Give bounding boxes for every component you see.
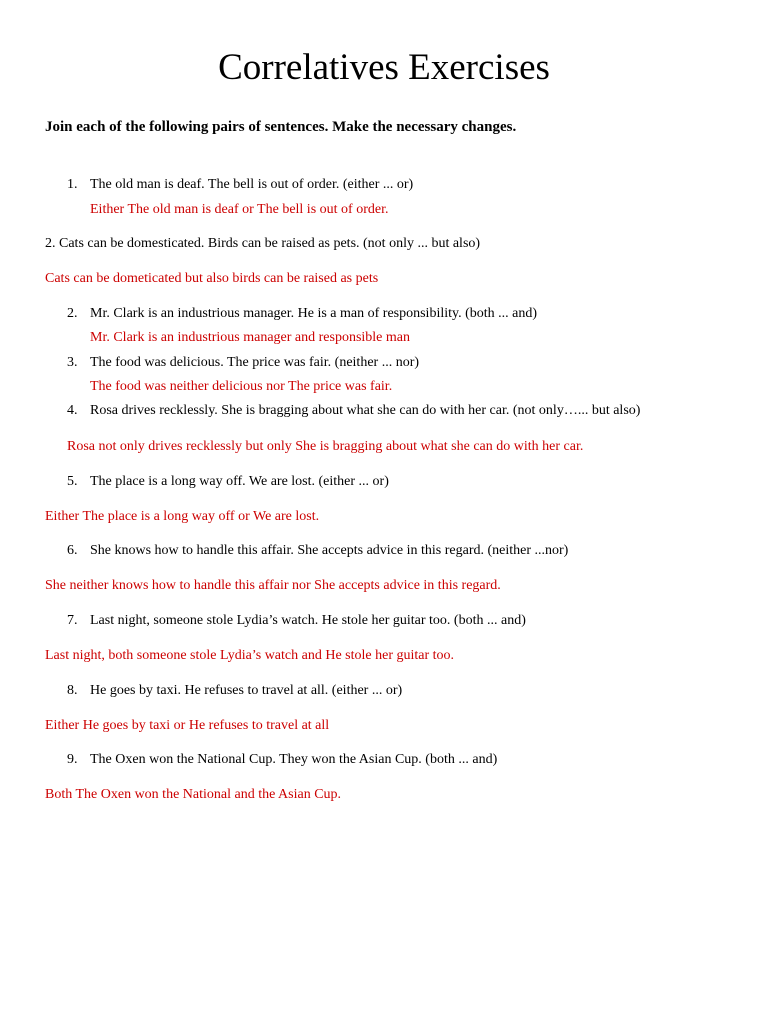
question-text: Mr. Clark is an industrious manager. He is a man of responsibility. (both ... and) — [90, 306, 538, 321]
question-text: Rosa drives recklessly. She is bragging about what she can do with her car. (not only…... but also) — [90, 403, 641, 418]
item-number: 6. — [67, 543, 78, 558]
question-text: The Oxen won the National Cup. They won the Asian Cup. (both ... and) — [90, 752, 498, 767]
item-number: 2. — [67, 306, 78, 321]
answer-text: The food was neither delicious nor The price was fair. — [90, 379, 393, 394]
question-text: She knows how to handle this affair. She accepts advice in this regard. (neither ...nor) — [90, 543, 569, 558]
item-number: 8. — [67, 683, 78, 698]
instructions: Join each of the following pairs of sentences. Make the necessary changes. — [45, 119, 517, 135]
answer-text: Rosa not only drives recklessly but only She is bragging about what she can do with her car. — [67, 439, 584, 454]
item-number: 1. — [67, 177, 78, 192]
answer-text: Either The place is a long way off or We are lost. — [45, 509, 320, 524]
page-title: Correlatives Exercises — [218, 47, 550, 88]
question-text: He goes by taxi. He refuses to travel at all. (either ... or) — [90, 683, 403, 698]
item-number: 5. — [67, 474, 78, 489]
answer-text: Cats can be dometicated but also birds can be raised as pets — [45, 271, 379, 286]
question-text: The place is a long way off. We are lost. (either ... or) — [90, 474, 389, 489]
answer-text: Last night, both someone stole Lydia’s watch and He stole her guitar too. — [45, 648, 455, 663]
item-number: 3. — [67, 355, 78, 370]
item-number: 9. — [67, 752, 78, 767]
answer-text: Mr. Clark is an industrious manager and responsible man — [90, 330, 410, 345]
answer-text: She neither knows how to handle this affair nor She accepts advice in this regard. — [45, 578, 501, 593]
item-number: 7. — [67, 613, 78, 628]
question-text: The food was delicious. The price was fair. (neither ... nor) — [90, 355, 420, 370]
item-number: 4. — [67, 403, 78, 418]
question-text: Last night, someone stole Lydia’s watch. He stole her guitar too. (both ... and) — [90, 613, 526, 628]
answer-text: Either The old man is deaf or The bell is out of order. — [90, 202, 389, 217]
answer-text: Both The Oxen won the National and the Asian Cup. — [45, 787, 342, 802]
answer-text: Either He goes by taxi or He refuses to travel at all — [45, 718, 330, 733]
question-text: The old man is deaf. The bell is out of order. (either ... or) — [90, 177, 414, 192]
question-text: 2. Cats can be domesticated. Birds can be raised as pets. (not only ... but also) — [45, 236, 481, 251]
